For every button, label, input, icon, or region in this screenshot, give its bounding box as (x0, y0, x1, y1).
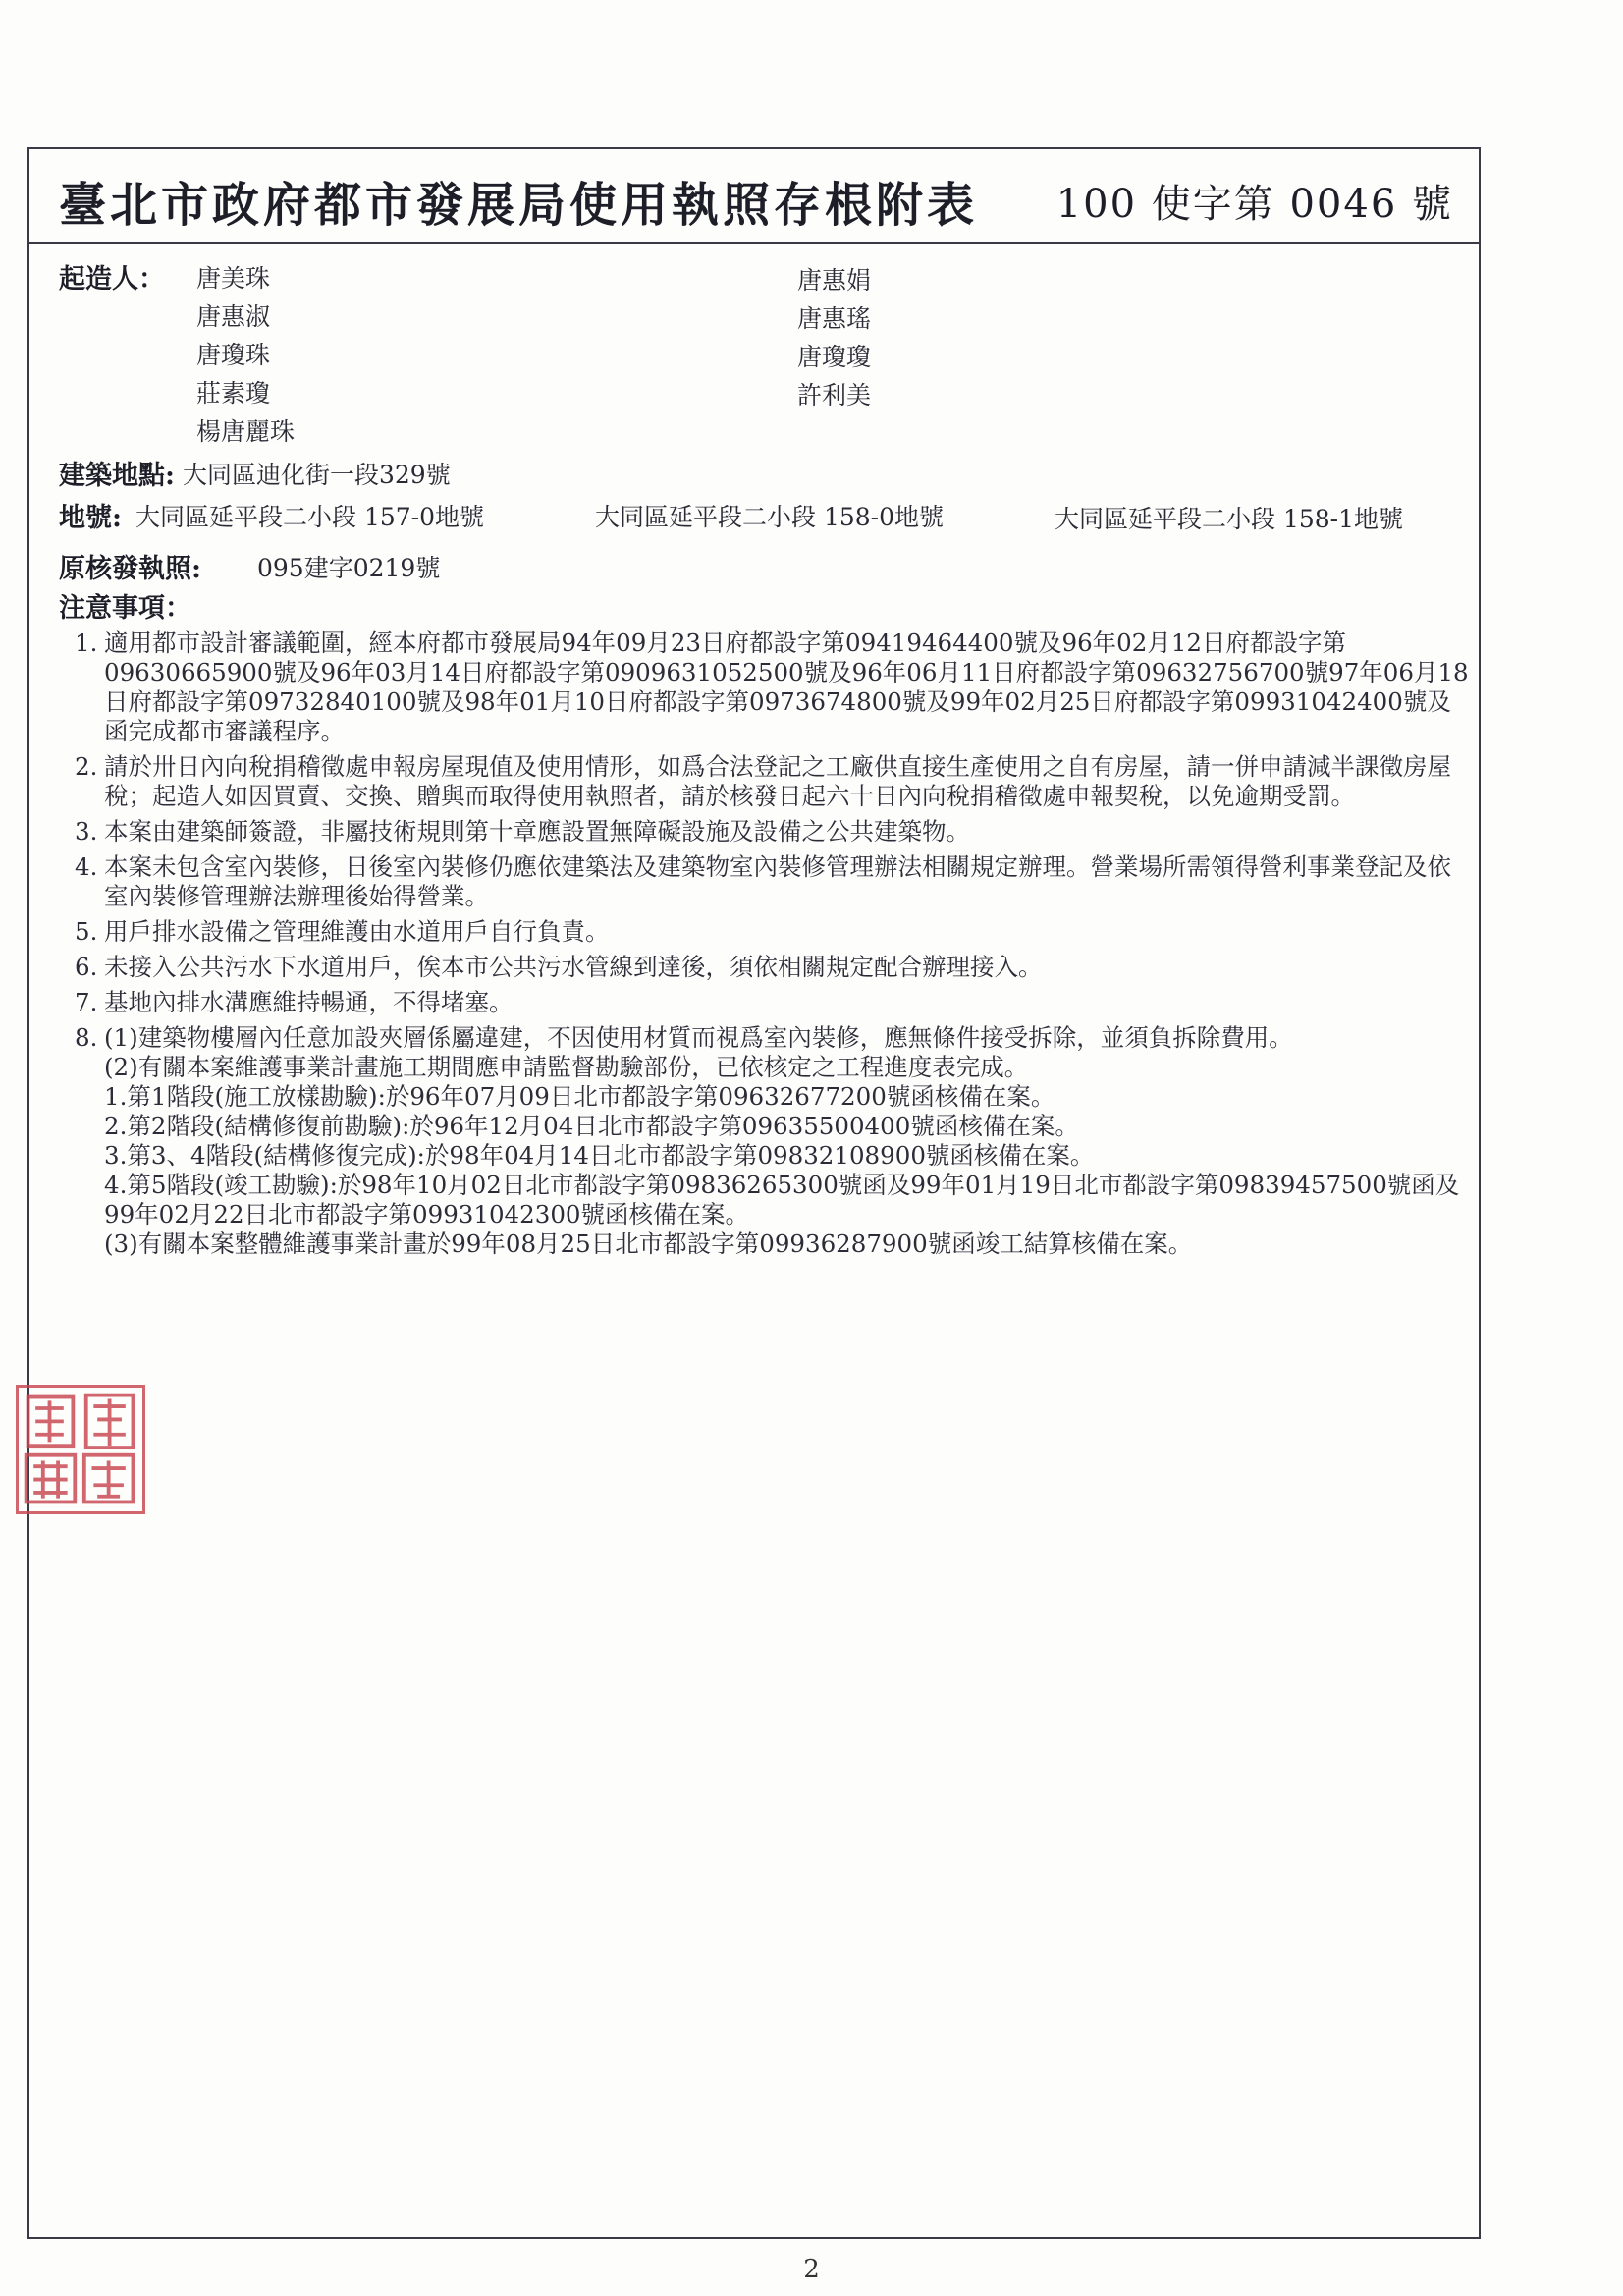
lot-number: 大同區延平段二小段 158-1地號 (1055, 505, 1404, 533)
note-text: (1)建築物樓層內任意加設夾層係屬違建，不因使用材質而視爲室內裝修，應無條件接受拆除，並須負拆除費用。 (104, 1023, 1293, 1052)
site-address: 大同區迪化街一段329號 (183, 461, 451, 489)
builder-name: 許利美 (797, 381, 872, 410)
list-item (75, 917, 1469, 947)
notes-list (75, 629, 1469, 1265)
builder-name: 唐惠娟 (797, 266, 872, 295)
lot-number: 大同區延平段二小段 157-0地號 (135, 503, 485, 531)
list-item (75, 752, 1469, 811)
note-sub-item: 4.第5階段(竣工勘驗):於98年10月02日北市都設字第09836265300號函及99年01月19日北市都設字第09839457500號函及99年02月22日北市都設字第09931042300號函核備在案。 (104, 1171, 1460, 1229)
note-sub-item: (2)有關本案維護事業計畫施工期間應申請監督勘驗部份，已依核定之工程進度表完成。 (104, 1053, 1029, 1081)
note-text: 本案由建築師簽證，非屬技術規則第十章應設置無障礙設施及設備之公共建築物。 (104, 817, 970, 846)
list-item (75, 817, 1469, 847)
page-title: 臺北市政府都市發展局使用執照存根附表 (59, 178, 979, 233)
note-number: 6. (75, 953, 98, 981)
builders-label: 起造人： (59, 264, 165, 295)
notes-label: 注意事項： (59, 593, 191, 624)
seal-icon (19, 1388, 142, 1511)
note-number: 7. (75, 988, 98, 1016)
list-item (75, 629, 1469, 746)
original-permit-label: 原核發執照: (59, 554, 201, 584)
permit-number: 100 使字第 0046 號 (1055, 182, 1453, 227)
note-sub-item: 1.第1階段(施工放樣勘驗):於96年07月09日北市都設字第09632677200號函核備在案。 (104, 1082, 1055, 1111)
note-number: 5. (75, 917, 98, 946)
lots-label: 地號: (59, 503, 122, 533)
original-permit-value: 095建字0219號 (257, 554, 441, 582)
builder-name: 唐惠淑 (196, 302, 271, 331)
list-item (75, 852, 1469, 911)
builder-name: 莊素瓊 (196, 379, 271, 408)
seal-stamp (16, 1385, 145, 1514)
note-number: 1. (75, 629, 98, 657)
builder-name: 唐惠瑤 (797, 304, 872, 333)
note-number: 3. (75, 817, 98, 846)
note-text: 請於卅日內向稅捐稽徵處申報房屋現值及使用情形，如爲合法登記之工廠供直接生產使用之自有房屋，請一併申請減半課徵房屋稅；起造人如因買賣、交換、贈與而取得使用執照者，請於核發日起六十日內向稅捐稽徵處申報契稅，以免逾期受罰。 (104, 752, 1451, 810)
lot-number: 大同區延平段二小段 158-0地號 (595, 503, 945, 531)
note-sub-item: 2.第2階段(結構修復前勘驗):於96年12月04日北市都設字第09635500400號函核備在案。 (104, 1112, 1079, 1140)
builder-name: 唐瓊瓊 (797, 343, 872, 371)
note-sub-item: (3)有關本案整體維護事業計畫於99年08月25日北市都設字第09936287900號函竣工結算核備在案。 (104, 1230, 1193, 1258)
builder-name: 唐美珠 (196, 264, 271, 293)
list-item (75, 953, 1469, 982)
note-sub-item: 3.第3、4階段(結構修復完成):於98年04月14日北市都設字第09832108900號函核備在案。 (104, 1141, 1095, 1170)
note-text: 基地內排水溝應維持暢通，不得堵塞。 (104, 988, 514, 1016)
note-text: 適用都市設計審議範圍，經本府都市發展局94年09月23日府都設字第09419464400號及96年02月12日府都設字第09630665900號及96年03月14日府都設字第0909631052500號及96年06月11日府都設字第09632756700號97年06月18日府都設字第09732840100號及98年01月10日府都設字第0973674800號及99年02月25日府都設字第09931042400號及函完成都市審議程序。 (104, 629, 1469, 745)
note-text: 未接入公共污水下水道用戶，俟本市公共污水管線到達後，須依相關規定配合辦理接入。 (104, 953, 1043, 981)
site-label: 建築地點: (59, 461, 175, 491)
note-number: 4. (75, 852, 98, 881)
page-number: 2 (803, 2255, 820, 2284)
note-text: 用戶排水設備之管理維護由水道用戶自行負責。 (104, 917, 610, 946)
builder-name: 唐瓊珠 (196, 341, 271, 369)
list-item (75, 1023, 1469, 1259)
note-number: 8. (75, 1023, 98, 1052)
note-text: 本案未包含室內裝修，日後室內裝修仍應依建築法及建築物室內裝修管理辦法相關規定辦理。營業場所需領得營利事業登記及依室內裝修管理辦法辦理後始得營業。 (104, 852, 1451, 910)
header-bar (29, 149, 1479, 244)
note-number: 2. (75, 752, 98, 781)
list-item (75, 988, 1469, 1017)
builder-name: 楊唐麗珠 (196, 417, 296, 446)
